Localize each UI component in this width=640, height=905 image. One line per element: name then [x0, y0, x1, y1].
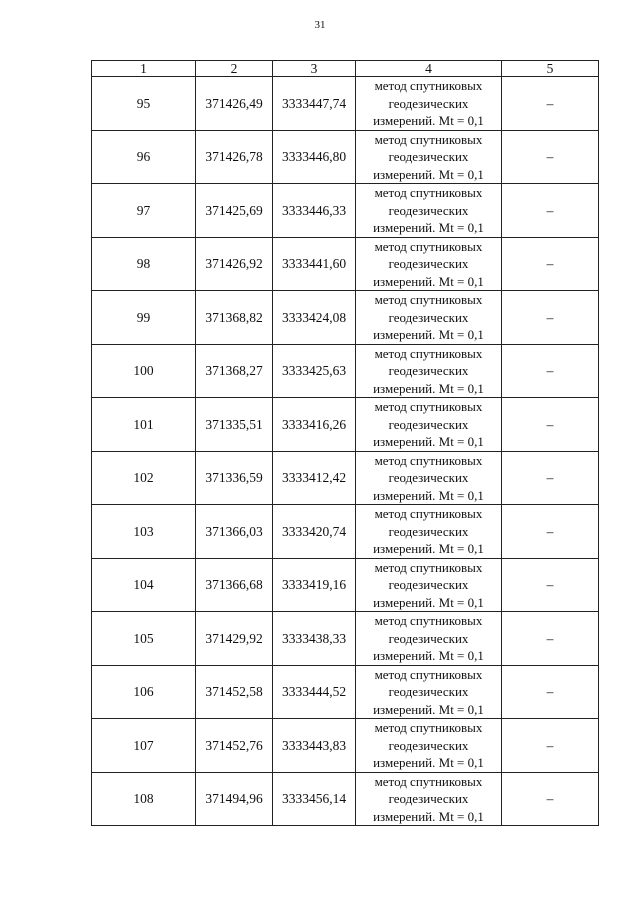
method-cell	[356, 558, 502, 612]
method-line: геодезических	[388, 256, 469, 271]
method-line: метод спутниковых	[374, 292, 483, 307]
y-coordinate-cell: 3333441,60	[273, 237, 356, 291]
y-coordinate-cell: 3333420,74	[273, 505, 356, 559]
method-line: измерений. Mt = 0,1	[373, 808, 484, 824]
method-line: геодезических	[388, 416, 469, 432]
method-line: измерений. Mt = 0,1	[373, 594, 484, 610]
table-row	[92, 77, 599, 131]
header-col-5: 5	[502, 61, 599, 77]
method-line: измерений. Mt = 0,1	[373, 327, 484, 342]
method-line: метод спутниковых	[374, 666, 483, 682]
method-line: геодезических	[388, 149, 469, 164]
method-cell	[356, 344, 502, 398]
point-number-cell: 99	[92, 291, 196, 345]
point-number-cell: 102	[92, 451, 196, 505]
method-line: измерений. Mt = 0,1	[373, 648, 484, 663]
point-number-cell: 107	[92, 719, 196, 773]
x-coordinate-cell: 371494,96	[196, 772, 273, 826]
note-cell: –	[502, 665, 599, 719]
x-coordinate-cell: 371336,59	[196, 451, 273, 505]
x-coordinate-cell: 371452,58	[196, 665, 273, 719]
method-line: метод спутниковых	[374, 131, 483, 147]
note-cell: –	[502, 291, 599, 345]
header-col-2: 2	[196, 61, 273, 77]
table-body	[92, 61, 599, 826]
method-line: метод спутниковых	[374, 720, 483, 735]
method-line: измерений. Mt = 0,1	[373, 434, 484, 449]
method-line: измерений. Mt = 0,1	[373, 541, 484, 556]
note-cell: –	[502, 719, 599, 773]
method-cell	[356, 77, 502, 131]
method-line: измерений. Mt = 0,1	[373, 701, 484, 717]
method-line: метод спутниковых	[374, 185, 483, 200]
table-row	[92, 451, 599, 505]
y-coordinate-cell: 3333416,26	[273, 398, 356, 452]
y-coordinate-cell: 3333443,83	[273, 719, 356, 773]
point-number-cell: 100	[92, 344, 196, 398]
method-line: измерений. Mt = 0,1	[373, 273, 484, 289]
method-line: измерений. Mt = 0,1	[373, 755, 484, 770]
point-number-cell: 96	[92, 130, 196, 184]
note-cell: –	[502, 77, 599, 131]
x-coordinate-cell: 371368,82	[196, 291, 273, 345]
method-line: измерений. Mt = 0,1	[373, 113, 484, 128]
method-line: измерений. Mt = 0,1	[373, 487, 484, 503]
method-line: геодезических	[388, 523, 469, 539]
method-line: измерений. Mt = 0,1	[373, 380, 484, 396]
y-coordinate-cell: 3333425,63	[273, 344, 356, 398]
method-line: метод спутниковых	[374, 613, 483, 628]
table-row	[92, 665, 599, 719]
note-cell: –	[502, 344, 599, 398]
method-cell	[356, 612, 502, 666]
table-row	[92, 130, 599, 184]
y-coordinate-cell: 3333444,52	[273, 665, 356, 719]
x-coordinate-cell: 371425,69	[196, 184, 273, 238]
table-row	[92, 291, 599, 345]
point-number-cell: 106	[92, 665, 196, 719]
x-coordinate-cell: 371335,51	[196, 398, 273, 452]
table-row	[92, 184, 599, 238]
method-cell	[356, 505, 502, 559]
header-col-4: 4	[356, 61, 502, 77]
method-line: метод спутниковых	[374, 559, 483, 575]
x-coordinate-cell: 371366,03	[196, 505, 273, 559]
method-cell	[356, 398, 502, 452]
method-line: измерений. Mt = 0,1	[373, 166, 484, 182]
point-number-cell: 105	[92, 612, 196, 666]
method-line: метод спутниковых	[374, 506, 483, 521]
note-cell: –	[502, 237, 599, 291]
method-line: геодезических	[388, 95, 469, 111]
point-number-cell: 97	[92, 184, 196, 238]
table-row	[92, 344, 599, 398]
method-line: метод спутниковых	[374, 452, 483, 468]
note-cell: –	[502, 505, 599, 559]
table-row	[92, 719, 599, 773]
x-coordinate-cell: 371426,78	[196, 130, 273, 184]
table-row	[92, 772, 599, 826]
note-cell: –	[502, 398, 599, 452]
method-cell	[356, 451, 502, 505]
method-line: геодезических	[388, 202, 469, 218]
point-number-cell: 108	[92, 772, 196, 826]
table-header-row	[92, 61, 599, 77]
method-cell	[356, 291, 502, 345]
x-coordinate-cell: 371368,27	[196, 344, 273, 398]
method-line: геодезических	[388, 791, 469, 806]
header-col-1: 1	[92, 61, 196, 77]
x-coordinate-cell: 371452,76	[196, 719, 273, 773]
note-cell: –	[502, 612, 599, 666]
header-col-3: 3	[273, 61, 356, 77]
method-line: геодезических	[388, 470, 469, 485]
table-row	[92, 505, 599, 559]
page-number: 31	[314, 19, 326, 31]
table-row	[92, 398, 599, 452]
y-coordinate-cell: 3333446,33	[273, 184, 356, 238]
x-coordinate-cell: 371366,68	[196, 558, 273, 612]
x-coordinate-cell: 371429,92	[196, 612, 273, 666]
method-line: метод спутниковых	[374, 345, 483, 361]
coordinates-table	[91, 60, 599, 826]
point-number-cell: 103	[92, 505, 196, 559]
y-coordinate-cell: 3333447,74	[273, 77, 356, 131]
note-cell: –	[502, 130, 599, 184]
point-number-cell: 104	[92, 558, 196, 612]
table-row	[92, 612, 599, 666]
method-line: измерений. Mt = 0,1	[373, 220, 484, 235]
point-number-cell: 101	[92, 398, 196, 452]
y-coordinate-cell: 3333438,33	[273, 612, 356, 666]
method-line: геодезических	[388, 309, 469, 325]
table-row	[92, 558, 599, 612]
x-coordinate-cell: 371426,49	[196, 77, 273, 131]
table-row	[92, 237, 599, 291]
method-line: геодезических	[388, 363, 469, 378]
method-cell	[356, 719, 502, 773]
y-coordinate-cell: 3333412,42	[273, 451, 356, 505]
method-cell	[356, 237, 502, 291]
note-cell: –	[502, 451, 599, 505]
method-line: метод спутниковых	[374, 78, 483, 93]
method-line: геодезических	[388, 737, 469, 753]
y-coordinate-cell: 3333456,14	[273, 772, 356, 826]
method-cell	[356, 184, 502, 238]
y-coordinate-cell: 3333424,08	[273, 291, 356, 345]
method-cell	[356, 665, 502, 719]
method-cell	[356, 772, 502, 826]
x-coordinate-cell: 371426,92	[196, 237, 273, 291]
method-line: геодезических	[388, 577, 469, 592]
method-line: геодезических	[388, 630, 469, 646]
method-cell	[356, 130, 502, 184]
note-cell: –	[502, 558, 599, 612]
y-coordinate-cell: 3333419,16	[273, 558, 356, 612]
method-line: метод спутниковых	[374, 238, 483, 254]
method-line: метод спутниковых	[374, 399, 483, 414]
note-cell: –	[502, 184, 599, 238]
method-line: геодезических	[388, 684, 469, 699]
point-number-cell: 95	[92, 77, 196, 131]
method-line: метод спутниковых	[374, 773, 483, 789]
point-number-cell: 98	[92, 237, 196, 291]
y-coordinate-cell: 3333446,80	[273, 130, 356, 184]
note-cell: –	[502, 772, 599, 826]
